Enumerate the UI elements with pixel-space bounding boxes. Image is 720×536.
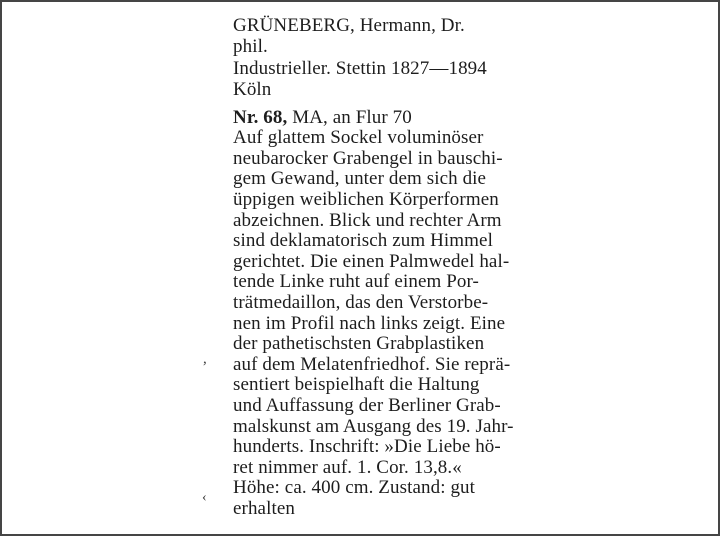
catalog-number: Nr. 68, bbox=[233, 106, 288, 128]
catalog-reference-line bbox=[233, 108, 533, 129]
text-line: üppigen weiblichen Körperformen bbox=[233, 189, 499, 210]
profession-dates-line: Industrieller. Stettin 1827—1894 bbox=[233, 57, 487, 79]
text-line: ret nimmer auf. 1. Cor. 13,8.« bbox=[233, 456, 462, 478]
text-line: gerichtet. Die einen Palmwedel hal- bbox=[233, 250, 510, 272]
text-line: gem Gewand, unter dem sich die bbox=[233, 168, 487, 190]
text-line: Höhe: ca. 400 cm. Zustand: gut bbox=[233, 477, 476, 499]
catalog-location: MA, an Flur 70 bbox=[287, 106, 412, 128]
entry-header bbox=[233, 15, 533, 101]
entry-body bbox=[233, 108, 533, 520]
city-line: Köln bbox=[233, 79, 272, 101]
person-name-line: GRÜNEBERG, Hermann, Dr. bbox=[233, 15, 465, 36]
text-line: auf dem Melatenfriedhof. Sie reprä- bbox=[233, 353, 511, 375]
text-line: tende Linke ruht auf einem Por- bbox=[233, 271, 479, 293]
text-line: und Auffassung der Berliner Grab- bbox=[233, 394, 501, 416]
text-line: trätmedaillon, das den Verstorbe- bbox=[233, 291, 489, 313]
text-line: erhalten bbox=[233, 497, 295, 519]
text-line: der pathetischsten Grabplastiken bbox=[233, 333, 485, 355]
catalog-entry bbox=[233, 15, 533, 520]
text-line: nen im Profil nach links zeigt. Eine bbox=[233, 312, 506, 334]
text-line: sind deklamatorisch zum Himmel bbox=[233, 230, 493, 252]
margin-mark-comma: , bbox=[203, 351, 207, 367]
text-line: neubarocker Grabengel in bauschi- bbox=[233, 147, 503, 169]
margin-mark-guillemet: ‹ bbox=[202, 490, 207, 505]
text-line: Auf glattem Sockel voluminöser bbox=[233, 127, 484, 149]
text-line: abzeichnen. Blick und rechter Arm bbox=[233, 209, 502, 231]
person-title-line: phil. bbox=[233, 36, 268, 58]
text-line: sentiert beispielhaft die Haltung bbox=[233, 374, 480, 396]
text-line: malskunst am Ausgang des 19. Jahr- bbox=[233, 415, 514, 437]
text-line: hunderts. Inschrift: »Die Liebe hö- bbox=[233, 436, 501, 458]
